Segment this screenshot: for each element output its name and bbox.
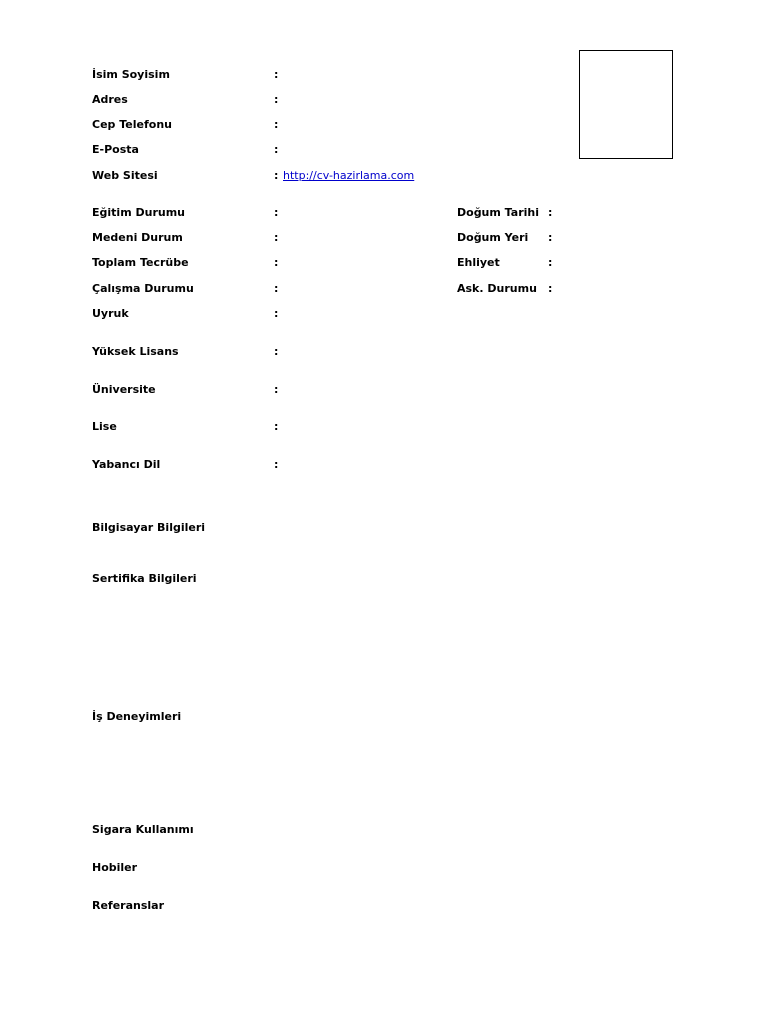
birthdate-colon: :	[548, 206, 553, 219]
nationality-colon: :	[274, 307, 279, 320]
marital-status-label: Medeni Durum	[92, 231, 183, 244]
email-colon: :	[274, 143, 279, 156]
license-label: Ehliyet	[457, 256, 500, 269]
total-experience-colon: :	[274, 256, 279, 269]
education-status-label: Eğitim Durumu	[92, 206, 185, 219]
education-status-colon: :	[274, 206, 279, 219]
phone-colon: :	[274, 118, 279, 131]
foreign-language-colon: :	[274, 458, 279, 471]
military-status-colon: :	[548, 282, 553, 295]
total-experience-label: Toplam Tecrübe	[92, 256, 189, 269]
website-link[interactable]: http://cv-hazirlama.com	[283, 169, 415, 182]
university-label: Üniversite	[92, 383, 156, 396]
name-colon: :	[274, 68, 279, 81]
highschool-colon: :	[274, 420, 279, 433]
website-colon: :	[274, 169, 279, 182]
smoking-heading: Sigara Kullanımı	[92, 823, 194, 836]
birthplace-label: Doğum Yeri	[457, 231, 529, 244]
phone-label: Cep Telefonu	[92, 118, 172, 131]
photo-placeholder	[579, 50, 673, 159]
foreign-language-label: Yabancı Dil	[92, 458, 161, 471]
marital-status-colon: :	[274, 231, 279, 244]
employment-status-colon: :	[274, 282, 279, 295]
university-colon: :	[274, 383, 279, 396]
certificates-heading: Sertifika Bilgileri	[92, 572, 197, 585]
references-heading: Referanslar	[92, 899, 165, 912]
nationality-label: Uyruk	[92, 307, 129, 320]
website-label: Web Sitesi	[92, 169, 158, 182]
highschool-label: Lise	[92, 420, 117, 433]
name-label: İsim Soyisim	[92, 68, 170, 81]
work-experience-heading: İş Deneyimleri	[92, 710, 182, 723]
address-colon: :	[274, 93, 279, 106]
address-label: Adres	[92, 93, 128, 106]
birthplace-colon: :	[548, 231, 553, 244]
email-label: E-Posta	[92, 143, 139, 156]
hobbies-heading: Hobiler	[92, 861, 138, 874]
employment-status-label: Çalışma Durumu	[92, 282, 194, 295]
military-status-label: Ask. Durumu	[457, 282, 537, 295]
license-colon: :	[548, 256, 553, 269]
birthdate-label: Doğum Tarihi	[457, 206, 539, 219]
masters-label: Yüksek Lisans	[92, 345, 179, 358]
computer-skills-heading: Bilgisayar Bilgileri	[92, 521, 206, 534]
masters-colon: :	[274, 345, 279, 358]
